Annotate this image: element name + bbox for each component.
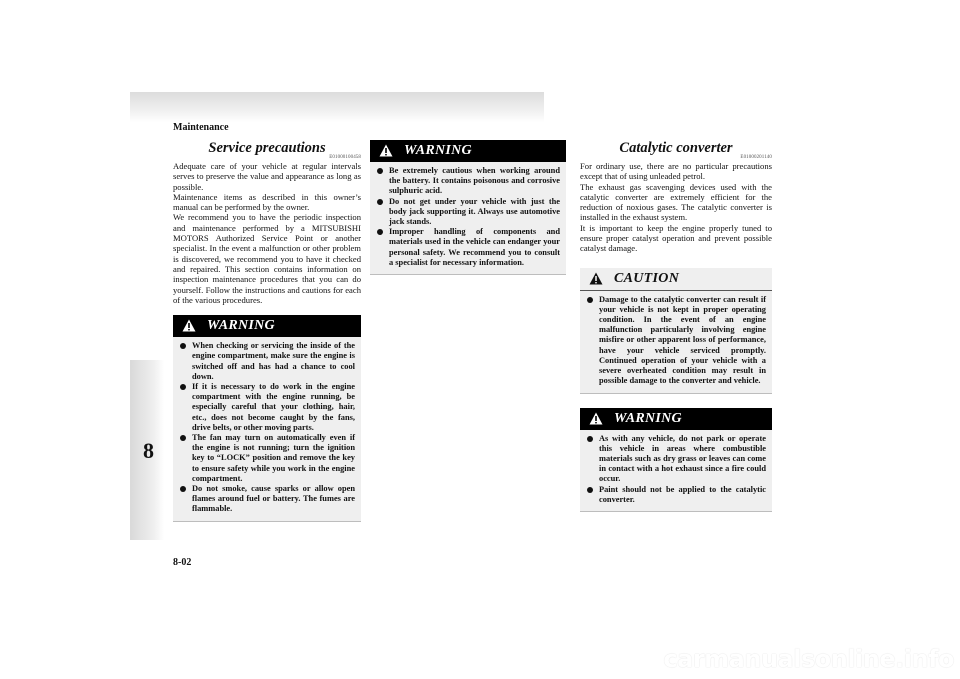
bullet-icon — [587, 297, 593, 303]
battery-warning-column — [370, 140, 566, 275]
warning-box — [173, 315, 361, 521]
list-item-text: Paint should not be applied to the catalytic converter. — [599, 484, 766, 504]
list-item-text: Damage to the catalytic converter can result if your vehicle is not kept in proper operating condition. In the event of an engine malfunction particularly involving engine misfire or other apparent loss of performance, have your vehicle serviced promptly. Continued operation of your vehicle with a severe overheated condition may result in possible damage to the converter and vehicle. — [599, 294, 766, 386]
warning-title: WARNING — [207, 318, 275, 334]
list-item — [586, 295, 766, 387]
list-item — [586, 434, 766, 485]
list-item-text: Do not smoke, cause sparks or allow open flames around fuel or battery. The fumes are flammable. — [192, 484, 355, 514]
warning-list — [580, 430, 772, 511]
bullet-icon — [587, 436, 593, 442]
paragraph: The exhaust gas scavenging devices used with the catalytic converter are extremely efficient for the reduction of noxious gases. The catalytic converter is installed in the exhaust system. — [580, 181, 772, 223]
paragraph: Maintenance items as described in this owner’s manual can be performed by the owner. — [173, 191, 361, 213]
list-item — [179, 382, 355, 433]
warning-title: WARNING — [404, 143, 472, 158]
list-item — [179, 484, 355, 515]
warning-triangle-icon — [589, 412, 603, 425]
bullet-icon — [180, 343, 186, 349]
bullet-icon — [377, 168, 383, 174]
warning-title: WARNING — [614, 410, 682, 426]
section-code: E01000201140 — [740, 155, 772, 160]
list-item — [179, 433, 355, 484]
warning-header — [370, 140, 566, 162]
watermark — [663, 645, 954, 673]
bullet-icon — [377, 229, 383, 235]
catalytic-converter-column — [580, 140, 772, 512]
watermark-brand: carmanualsonline — [663, 645, 896, 673]
warning-header — [580, 408, 772, 430]
paragraph: For ordinary use, there are no particular precautions except that of using unleaded petrol. — [580, 161, 772, 182]
list-item-text: Improper handling of components and materials used in the vehicle can endanger your personal safety. We recommend you to consult a specialist for necessary information. — [389, 227, 560, 267]
watermark-tld: .info — [895, 645, 954, 673]
warning-box — [370, 140, 566, 275]
section-heading: Catalytic converter — [619, 140, 733, 156]
caution-list — [580, 291, 772, 393]
paragraph: It is important to keep the engine properly tuned to ensure proper catalyst operation and prevent possible catalyst damage. — [580, 222, 772, 254]
list-item-text: The fan may turn on automatically even if the engine is not running; turn the ignition key to “LOCK” position and remove the key to ensure safety while you work in the engine compartment. — [192, 432, 355, 483]
section-heading: Service precautions — [208, 140, 326, 156]
caution-box — [580, 268, 772, 394]
paragraph: Adequate care of your vehicle at regular intervals serves to preserve the value and appearance as long as possible. — [173, 161, 361, 192]
list-item-text: As with any vehicle, do not park or operate this vehicle in areas where combustible materials such as dry grass or leaves can come in contact with a hot exhaust since a fire could occur. — [599, 433, 766, 484]
list-item — [376, 197, 560, 228]
warning-header — [173, 315, 361, 337]
list-item — [376, 227, 560, 268]
page-number: 8-02 — [173, 557, 192, 568]
warning-triangle-icon — [379, 144, 393, 157]
list-item — [586, 485, 766, 505]
service-precautions-column — [173, 140, 361, 522]
list-item-text: When checking or servicing the inside of the engine compartment, make sure the engine is switched off and has had a chance to cool down. — [192, 341, 355, 381]
bullet-icon — [377, 199, 383, 205]
caution-header — [580, 268, 772, 291]
bullet-icon — [587, 487, 593, 493]
bullet-icon — [180, 435, 186, 441]
list-item-text: Be extremely cautious when working around the battery. It contains poisonous and corrosive sulphuric acid. — [389, 166, 560, 196]
caution-title: CAUTION — [614, 270, 680, 286]
bullet-icon — [180, 486, 186, 492]
bullet-icon — [180, 384, 186, 390]
section-code: E01000100458 — [329, 155, 361, 160]
caution-triangle-icon — [589, 272, 603, 285]
warning-list — [370, 162, 566, 274]
section-label: Maintenance — [173, 122, 229, 133]
paragraph: We recommend you to have the periodic inspection and maintenance performed by a MITSUBISHI MOTORS Authorized Service Point or another specialist. In the event a malfunction or other problem is discovered, we recommend you to have it checked and repaired. This section contains information on inspection maintenance procedures that you can do yourself. Follow the instructions and cautions for each of the various procedures. — [173, 212, 361, 305]
chapter-number: 8 — [143, 438, 154, 463]
list-item-text: Do not get under your vehicle with just the body jack supporting it. Always use automotive jack stands. — [389, 196, 560, 227]
list-item-text: If it is necessary to do work in the engine compartment with the engine running, be especially careful that your clothing, hair, etc., does not become caught by the fans, drive belts, or other moving parts. — [192, 381, 355, 432]
warning-triangle-icon — [182, 319, 196, 332]
warning-box — [580, 408, 772, 512]
warning-list — [173, 337, 361, 520]
page-header-band — [130, 92, 544, 122]
list-item — [179, 341, 355, 382]
list-item — [376, 166, 560, 197]
